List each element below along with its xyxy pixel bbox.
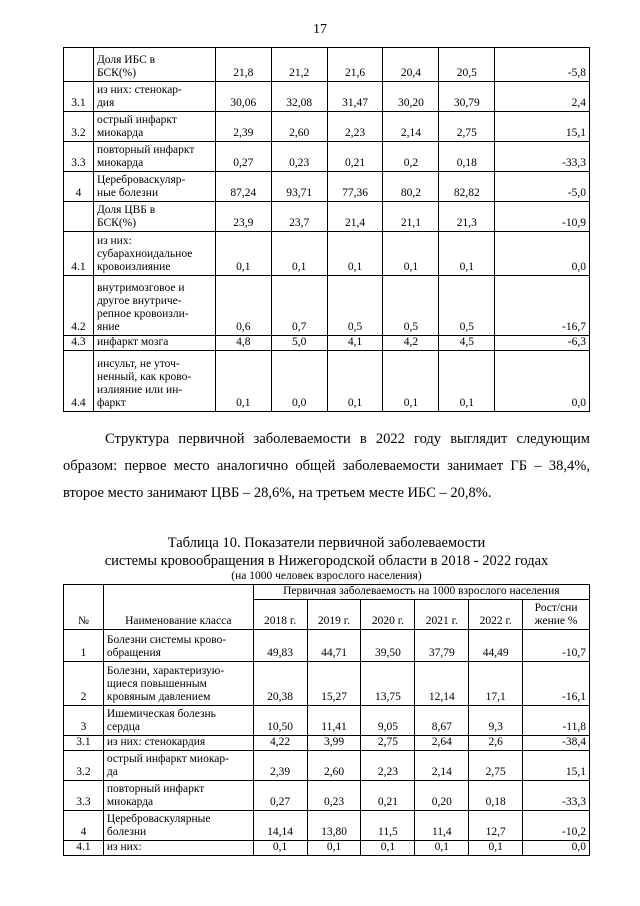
row-name-line: БСК(%) bbox=[96, 217, 137, 229]
year-value: 0,21 bbox=[361, 781, 415, 811]
growth-value: -10,9 bbox=[495, 202, 590, 232]
year-value: 39,50 bbox=[361, 630, 415, 662]
header-group: Первичная заболеваемость на 1000 взрослого населения bbox=[253, 585, 589, 600]
year-value: 13,80 bbox=[307, 811, 361, 841]
paragraph-line: образом: первое место аналогично общей заболеваемости занимает ГБ – 38,4%, bbox=[63, 458, 590, 474]
year-value: 21,8 bbox=[215, 48, 271, 82]
morbidity-table-continued bbox=[63, 47, 590, 412]
page-number: 17 bbox=[313, 22, 327, 37]
year-value: 0,1 bbox=[215, 232, 271, 276]
row-name bbox=[93, 172, 215, 202]
row-index: 4 bbox=[64, 172, 94, 202]
year-value: 0,21 bbox=[327, 142, 383, 172]
year-value: 77,36 bbox=[327, 172, 383, 202]
row-index: 4.2 bbox=[64, 276, 94, 336]
year-value: 8,67 bbox=[415, 706, 469, 736]
row-name-line: из них: стенокардия bbox=[106, 736, 206, 748]
table-row bbox=[64, 142, 590, 172]
year-value: 23,7 bbox=[271, 202, 327, 232]
row-name bbox=[93, 142, 215, 172]
row-index: 4.3 bbox=[64, 336, 94, 351]
header-year: 2018 г. bbox=[253, 600, 307, 630]
row-name-line: повторный инфаркт bbox=[106, 783, 205, 795]
year-value: 2,23 bbox=[361, 751, 415, 781]
table-row bbox=[64, 202, 590, 232]
header-year: 2020 г. bbox=[361, 600, 415, 630]
year-value: 21,4 bbox=[327, 202, 383, 232]
year-value: 80,2 bbox=[383, 172, 439, 202]
growth-value: 0,0 bbox=[523, 841, 590, 856]
row-name-line: из них: bbox=[96, 235, 132, 247]
year-value: 2,75 bbox=[469, 751, 523, 781]
growth-value: 15,1 bbox=[495, 112, 590, 142]
row-index: 4.1 bbox=[64, 232, 94, 276]
table-row bbox=[64, 232, 590, 276]
row-name bbox=[93, 276, 215, 336]
row-name-line: сердца bbox=[106, 721, 140, 733]
year-value: 0,1 bbox=[327, 351, 383, 412]
growth-value: -11,8 bbox=[523, 706, 590, 736]
growth-value: -33,3 bbox=[523, 781, 590, 811]
row-name bbox=[93, 112, 215, 142]
year-value: 0,6 bbox=[215, 276, 271, 336]
row-name-line: Цереброваскулярные bbox=[106, 813, 211, 825]
year-value: 4,22 bbox=[253, 736, 307, 751]
growth-value: -33,3 bbox=[495, 142, 590, 172]
header-growth-line: жение % bbox=[534, 615, 578, 627]
row-index: 3.2 bbox=[64, 112, 94, 142]
growth-value: -16,7 bbox=[495, 276, 590, 336]
row-index: 3.3 bbox=[64, 781, 104, 811]
table-row bbox=[64, 112, 590, 142]
year-value: 11,5 bbox=[361, 811, 415, 841]
year-value: 5,0 bbox=[271, 336, 327, 351]
row-index: 3.1 bbox=[64, 82, 94, 112]
table-caption bbox=[63, 534, 590, 583]
year-value: 30,20 bbox=[383, 82, 439, 112]
year-value: 12,7 bbox=[469, 811, 523, 841]
row-name bbox=[103, 841, 253, 856]
table-row bbox=[64, 276, 590, 336]
table-row bbox=[64, 630, 590, 662]
row-name bbox=[103, 736, 253, 751]
year-value: 4,8 bbox=[215, 336, 271, 351]
row-name bbox=[103, 662, 253, 706]
row-index bbox=[64, 202, 94, 232]
year-value: 0,27 bbox=[253, 781, 307, 811]
table-row bbox=[64, 736, 590, 751]
header-year: 2022 г. bbox=[469, 600, 523, 630]
row-name-line: внутримозговое и bbox=[96, 282, 185, 294]
year-value: 0,7 bbox=[271, 276, 327, 336]
header-year: 2021 г. bbox=[415, 600, 469, 630]
table-row bbox=[64, 706, 590, 736]
year-value: 0,23 bbox=[307, 781, 361, 811]
header-number: № bbox=[64, 585, 104, 630]
row-name bbox=[103, 630, 253, 662]
year-value: 2,75 bbox=[361, 736, 415, 751]
table-row bbox=[64, 662, 590, 706]
year-value: 0,20 bbox=[415, 781, 469, 811]
row-name-line: да bbox=[106, 766, 118, 778]
growth-value: -6,3 bbox=[495, 336, 590, 351]
row-name-line: из них: стенокар- bbox=[96, 84, 182, 96]
row-name-line: репное кровоизли- bbox=[96, 308, 189, 320]
header-growth bbox=[523, 600, 590, 630]
year-value: 0,27 bbox=[215, 142, 271, 172]
year-value: 4,2 bbox=[383, 336, 439, 351]
growth-value: 0,0 bbox=[495, 351, 590, 412]
year-value: 2,75 bbox=[439, 112, 495, 142]
year-value: 0,1 bbox=[469, 841, 523, 856]
year-value: 32,08 bbox=[271, 82, 327, 112]
year-value: 49,83 bbox=[253, 630, 307, 662]
row-name-line: инфаркт мозга bbox=[96, 336, 169, 348]
year-value: 3,99 bbox=[307, 736, 361, 751]
year-value: 4,5 bbox=[439, 336, 495, 351]
year-value: 9,3 bbox=[469, 706, 523, 736]
year-value: 30,06 bbox=[215, 82, 271, 112]
row-name bbox=[93, 351, 215, 412]
table-row bbox=[64, 48, 590, 82]
row-name-line: ненный, как крово- bbox=[96, 371, 192, 383]
year-value: 20,5 bbox=[439, 48, 495, 82]
table-row bbox=[64, 811, 590, 841]
row-index: 3.2 bbox=[64, 751, 104, 781]
year-value: 2,39 bbox=[215, 112, 271, 142]
row-name-line: щиеся повышенным bbox=[106, 678, 207, 690]
growth-value: -38,4 bbox=[523, 736, 590, 751]
year-value: 21,2 bbox=[271, 48, 327, 82]
table-row bbox=[64, 841, 590, 856]
row-name-line: из них: bbox=[106, 841, 142, 853]
row-index: 4 bbox=[64, 811, 104, 841]
row-index: 2 bbox=[64, 662, 104, 706]
growth-value: -10,7 bbox=[523, 630, 590, 662]
year-value: 0,1 bbox=[327, 232, 383, 276]
row-name-line: болезни bbox=[106, 826, 147, 838]
row-name-line: кровяным давлением bbox=[106, 691, 211, 703]
year-value: 0,1 bbox=[415, 841, 469, 856]
year-value: 0,1 bbox=[307, 841, 361, 856]
year-value: 2,23 bbox=[327, 112, 383, 142]
year-value: 20,4 bbox=[383, 48, 439, 82]
year-value: 93,71 bbox=[271, 172, 327, 202]
primary-morbidity-table bbox=[63, 584, 590, 856]
row-name bbox=[93, 336, 215, 351]
year-value: 11,41 bbox=[307, 706, 361, 736]
row-name-line: миокарда bbox=[96, 127, 144, 139]
row-name-line: острый инфаркт миокар- bbox=[106, 753, 229, 765]
year-value: 21,1 bbox=[383, 202, 439, 232]
row-name bbox=[93, 82, 215, 112]
growth-value: -10,2 bbox=[523, 811, 590, 841]
row-name-line: излияние или ин- bbox=[96, 384, 183, 396]
growth-value: -16,1 bbox=[523, 662, 590, 706]
row-name bbox=[93, 232, 215, 276]
year-value: 0,1 bbox=[361, 841, 415, 856]
table-row bbox=[64, 336, 590, 351]
year-value: 37,79 bbox=[415, 630, 469, 662]
row-name-line: Доля ИБС в bbox=[96, 54, 156, 66]
row-index: 3 bbox=[64, 706, 104, 736]
row-name bbox=[93, 202, 215, 232]
row-name-line: обращения bbox=[106, 647, 161, 659]
year-value: 2,64 bbox=[415, 736, 469, 751]
year-value: 0,23 bbox=[271, 142, 327, 172]
year-value: 0,5 bbox=[439, 276, 495, 336]
year-value: 0,18 bbox=[469, 781, 523, 811]
year-value: 0,2 bbox=[383, 142, 439, 172]
growth-value: -5,0 bbox=[495, 172, 590, 202]
row-name-line: яние bbox=[96, 321, 120, 333]
row-name-line: Ишемическая болезнь bbox=[106, 708, 216, 720]
row-name-line: Болезни системы крово- bbox=[106, 634, 227, 646]
year-value: 2,60 bbox=[271, 112, 327, 142]
year-value: 44,49 bbox=[469, 630, 523, 662]
year-value: 0,1 bbox=[215, 351, 271, 412]
paragraph-line: Структура первичной заболеваемости в 2022 году выглядит следующим bbox=[105, 431, 590, 447]
row-name-line: дия bbox=[96, 97, 115, 109]
table-row bbox=[64, 351, 590, 412]
year-value: 2,60 bbox=[307, 751, 361, 781]
year-value: 2,14 bbox=[383, 112, 439, 142]
row-index: 1 bbox=[64, 630, 104, 662]
row-name-line: инсульт, не уточ- bbox=[96, 358, 180, 370]
row-name bbox=[103, 781, 253, 811]
table-title: Таблица 10. Показатели первичной заболеваемости bbox=[167, 535, 486, 551]
growth-value: -5,8 bbox=[495, 48, 590, 82]
row-name-line: другое внутриче- bbox=[96, 295, 182, 307]
growth-value: 0,0 bbox=[495, 232, 590, 276]
row-index: 4.1 bbox=[64, 841, 104, 856]
year-value: 20,38 bbox=[253, 662, 307, 706]
year-value: 4,1 bbox=[327, 336, 383, 351]
row-index bbox=[64, 48, 94, 82]
row-name-line: миокарда bbox=[96, 157, 144, 169]
table-row bbox=[64, 82, 590, 112]
header-year: 2019 г. bbox=[307, 600, 361, 630]
year-value: 15,27 bbox=[307, 662, 361, 706]
row-index: 3.3 bbox=[64, 142, 94, 172]
year-value: 44,71 bbox=[307, 630, 361, 662]
year-value: 21,3 bbox=[439, 202, 495, 232]
header-growth-line: Рост/сни bbox=[534, 602, 578, 614]
year-value: 0,1 bbox=[439, 351, 495, 412]
table-row bbox=[64, 751, 590, 781]
year-value: 2,6 bbox=[469, 736, 523, 751]
year-value: 12,14 bbox=[415, 662, 469, 706]
year-value: 2,39 bbox=[253, 751, 307, 781]
row-name-line: острый инфаркт bbox=[96, 114, 177, 126]
year-value: 14,14 bbox=[253, 811, 307, 841]
row-name-line: Доля ЦВБ в bbox=[96, 204, 156, 216]
year-value: 17,1 bbox=[469, 662, 523, 706]
row-name bbox=[103, 706, 253, 736]
row-name bbox=[103, 751, 253, 781]
row-name-line: миокарда bbox=[106, 796, 154, 808]
row-name-line: Цереброваскуляр- bbox=[96, 174, 186, 186]
year-value: 23,9 bbox=[215, 202, 271, 232]
structure-paragraph bbox=[63, 426, 590, 507]
paragraph-line: второе место занимают ЦВБ – 28,6%, на третьем месте ИБС – 20,8%. bbox=[63, 485, 492, 501]
year-value: 0,1 bbox=[383, 351, 439, 412]
year-value: 2,14 bbox=[415, 751, 469, 781]
table-row bbox=[64, 781, 590, 811]
row-name bbox=[103, 811, 253, 841]
year-value: 0,1 bbox=[439, 232, 495, 276]
row-name-line: повторный инфаркт bbox=[96, 144, 195, 156]
year-value: 9,05 bbox=[361, 706, 415, 736]
year-value: 0,1 bbox=[253, 841, 307, 856]
year-value: 0,5 bbox=[327, 276, 383, 336]
header-class-name: Наименование класса bbox=[103, 585, 253, 630]
row-name bbox=[93, 48, 215, 82]
year-value: 13,75 bbox=[361, 662, 415, 706]
year-value: 87,24 bbox=[215, 172, 271, 202]
row-name-line: субарахноидальное bbox=[96, 248, 193, 260]
year-value: 0,18 bbox=[439, 142, 495, 172]
row-name-line: фаркт bbox=[96, 397, 126, 409]
row-name-line: ные болезни bbox=[96, 187, 159, 199]
growth-value: 15,1 bbox=[523, 751, 590, 781]
year-value: 10,50 bbox=[253, 706, 307, 736]
year-value: 31,47 bbox=[327, 82, 383, 112]
row-name-line: БСК(%) bbox=[96, 67, 137, 79]
table-subtitle: (на 1000 человек взрослого населения) bbox=[231, 570, 422, 582]
year-value: 82,82 bbox=[439, 172, 495, 202]
table-title-line2: системы кровообращения в Нижегородской области в 2018 - 2022 годах bbox=[104, 553, 549, 569]
row-name-line: кровоизлияние bbox=[96, 261, 171, 273]
year-value: 30,79 bbox=[439, 82, 495, 112]
table-row bbox=[64, 172, 590, 202]
year-value: 0,1 bbox=[383, 232, 439, 276]
year-value: 21,6 bbox=[327, 48, 383, 82]
growth-value: 2,4 bbox=[495, 82, 590, 112]
year-value: 11,4 bbox=[415, 811, 469, 841]
row-name-line: Болезни, характеризую- bbox=[106, 665, 225, 677]
year-value: 0,1 bbox=[271, 232, 327, 276]
row-index: 3.1 bbox=[64, 736, 104, 751]
year-value: 0,5 bbox=[383, 276, 439, 336]
year-value: 0,0 bbox=[271, 351, 327, 412]
row-index: 4.4 bbox=[64, 351, 94, 412]
